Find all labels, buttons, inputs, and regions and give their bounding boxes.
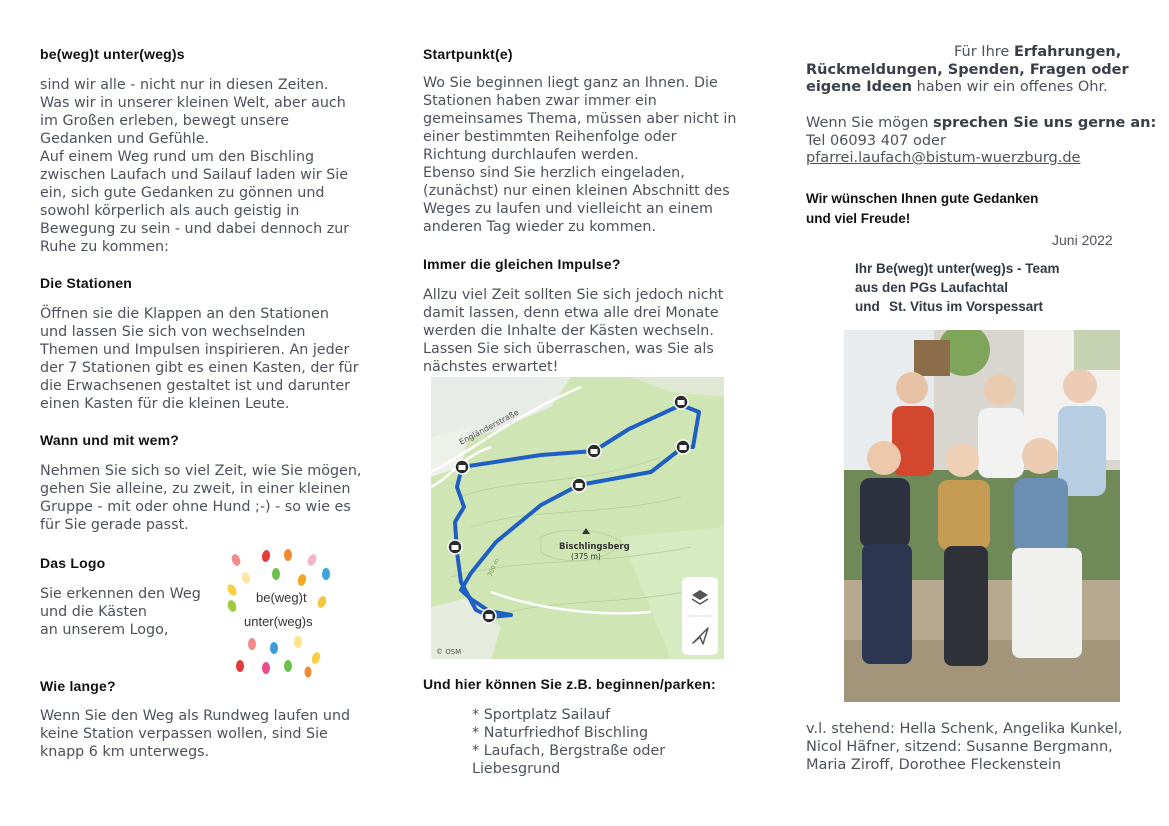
text-line: anderen Tag wieder zu kommen. [423, 219, 657, 235]
team-line-3b: St. Vitus im Vorspessart [889, 299, 1044, 314]
heading-logo: Das Logo [40, 555, 106, 571]
paragraph-startpunkt [423, 74, 736, 236]
paragraph-contact-2 [806, 115, 1156, 168]
text-line: einer bestimmten Reihenfolge oder [423, 129, 677, 145]
text-line: zwischen Laufach und Sailauf laden wir Sie [40, 167, 349, 183]
paragraph-wann [40, 462, 361, 534]
team-photo [844, 330, 1120, 702]
heading-startpunkt: Startpunkt(e) [423, 46, 513, 62]
caption-line: Nicol Häfner, sitzend: Susanne Bergmann, [806, 739, 1113, 755]
text-line: und lassen Sie sich von wechselnden [40, 324, 306, 340]
text-line: nächstes erwartet! [423, 359, 559, 375]
camera-icon [455, 460, 469, 474]
list-item: Liebesgrund [472, 761, 561, 777]
text-line: im Großen erleben, bewegt unsere [40, 113, 290, 129]
text-line: Themen und Impulsen inspirieren. An jeder [40, 342, 350, 358]
camera-icon [674, 395, 688, 409]
text-run-bold: eigene Ideen [806, 79, 912, 95]
text-run-bold: sprechen Sie uns gerne an: [933, 115, 1157, 131]
text-line: Ebenso sind Sie herzlich eingeladen, [423, 165, 685, 181]
text-line: sind wir alle - nicht nur in diesen Zeiten. [40, 77, 329, 93]
text-line: gehen Sie alleine, zu zweit, in einer kleinen [40, 481, 351, 497]
text-line: die Erwachsenen gestaltet ist und darunter [40, 378, 351, 394]
text-line: Allzu viel Zeit sollten Sie sich jedoch nicht [423, 287, 724, 303]
map-mountain-label: Bischlingsberg [559, 542, 630, 552]
phone-number: Tel 06093 407 oder [806, 132, 946, 149]
list-item: * Laufach, Bergstraße oder [472, 743, 666, 759]
list-item: * Sportplatz Sailauf [472, 707, 611, 723]
map-elevation-label: (375 m) [571, 552, 601, 561]
text-line [806, 44, 1129, 62]
photo-caption [806, 720, 1122, 774]
text-line: und die Kästen [40, 604, 147, 620]
text-line: Lassen Sie sich überraschen, was Sie als [423, 341, 714, 357]
text-line: Gruppe - mit oder ohne Hund ;-) - so wie es [40, 499, 351, 515]
text-line: für Sie gerade passt. [40, 517, 189, 533]
team-line-3a: und [855, 299, 880, 314]
heading-wann: Wann und mit wem? [40, 432, 179, 448]
text-line: knapp 6 km unterwegs. [40, 744, 210, 760]
camera-icon [587, 444, 601, 458]
text-line: an unserem Logo, [40, 622, 169, 638]
caption-line: v.l. stehend: Hella Schenk, Angelika Kunkel, [806, 721, 1123, 737]
paragraph-contact-1 [806, 44, 1129, 97]
text-line: Richtung durchlaufen werden. [423, 147, 639, 163]
map-contour-label: 300 m [486, 557, 501, 578]
text-line: Nehmen Sie sich so viel Zeit, wie Sie mögen, [40, 463, 362, 479]
text-run: haben wir ein offenes Ohr. [912, 79, 1108, 95]
map-attribution: © OSM [436, 648, 462, 656]
text-run: Für Ihre [954, 44, 1014, 60]
paragraph-stationen [40, 305, 359, 413]
text-line: ein, sich gute Gedanken zu gönnen und [40, 185, 325, 201]
text-line: Bewegung zu sein - und dabei dennoch zur [40, 221, 350, 237]
footprints-logo [222, 548, 334, 678]
route-map [431, 377, 724, 659]
text-run-bold: Erfahrungen, [1013, 44, 1122, 60]
text-line: der 7 Stationen gibt es einen Kasten, der für [40, 360, 359, 376]
map-street-label: Engländerstraße [457, 407, 521, 447]
logo-text-1: be(weg)t [256, 590, 307, 605]
caption-line: Maria Ziroff, Dorothee Fleckenstein [806, 757, 1062, 773]
heading-parken: Und hier können Sie z.B. beginnen/parken: [423, 676, 716, 692]
text-line: sowohl körperlich als auch geistig in [40, 203, 300, 219]
text-line: Stationen haben zwar immer ein [423, 93, 657, 109]
text-line: Öffnen sie die Klappen an den Stationen [40, 306, 329, 322]
text-line: (zunächst) nur einen kleinen Abschnitt des [423, 183, 730, 199]
camera-icon [448, 540, 462, 554]
text-run: Wenn Sie mögen [806, 115, 934, 131]
logo-text-2: unter(weg)s [244, 614, 313, 629]
list-item: * Naturfriedhof Bischling [472, 725, 649, 741]
text-line-bold: Rückmeldungen, Spenden, Fragen oder [806, 61, 1129, 78]
wish-line-2: und viel Freude! [806, 211, 911, 226]
camera-icon [572, 478, 586, 492]
paragraph-lange [40, 707, 350, 761]
heading-impulse: Immer die gleichen Impulse? [423, 256, 621, 272]
text-line: gemeinsames Thema, müssen aber nicht in [423, 111, 737, 127]
text-line [806, 79, 1129, 97]
text-line: Was wir in unserer kleinen Welt, aber auch [40, 95, 346, 111]
text-line: Wenn Sie den Weg als Rundweg laufen und [40, 708, 351, 724]
wish-line-1: Wir wünschen Ihnen gute Gedanken [806, 191, 1039, 206]
date-label: Juni 2022 [1052, 232, 1113, 248]
text-line [806, 115, 1156, 133]
paragraph-intro [40, 76, 349, 256]
text-line: werden die Inhalte der Kästen wechseln. [423, 323, 714, 339]
text-line: Auf einem Weg rund um den Bischling [40, 149, 315, 165]
text-line: Weges zu laufen und vielleicht an einem [423, 201, 713, 217]
heading-lange: Wie lange? [40, 678, 116, 694]
text-line: einen Kasten für die kleinen Leute. [40, 396, 290, 412]
camera-icon [482, 609, 496, 623]
text-line: keine Station verpassen wollen, sind Sie [40, 726, 328, 742]
text-line: Gedanken und Gefühle. [40, 131, 210, 147]
paragraph-logo [40, 585, 201, 639]
text-line: Sie erkennen den Weg [40, 586, 201, 602]
email-link[interactable]: pfarrei.laufach@bistum-wuerzburg.de [806, 150, 1081, 166]
text-line: damit lassen, denn etwa alle drei Monate [423, 305, 719, 321]
text-line: Wo Sie beginnen liegt ganz an Ihnen. Die [423, 75, 718, 91]
list-parken [472, 706, 665, 778]
heading-stationen: Die Stationen [40, 275, 133, 291]
text-line: Ruhe zu kommen: [40, 239, 169, 255]
team-line-1: Ihr Be(weg)t unter(weg)s - Team [855, 261, 1060, 276]
paragraph-impulse [423, 286, 723, 376]
team-line-2: aus den PGs Laufachtal [855, 280, 1009, 295]
camera-icon [676, 440, 690, 454]
heading-intro: be(weg)t unter(weg)s [40, 46, 185, 62]
